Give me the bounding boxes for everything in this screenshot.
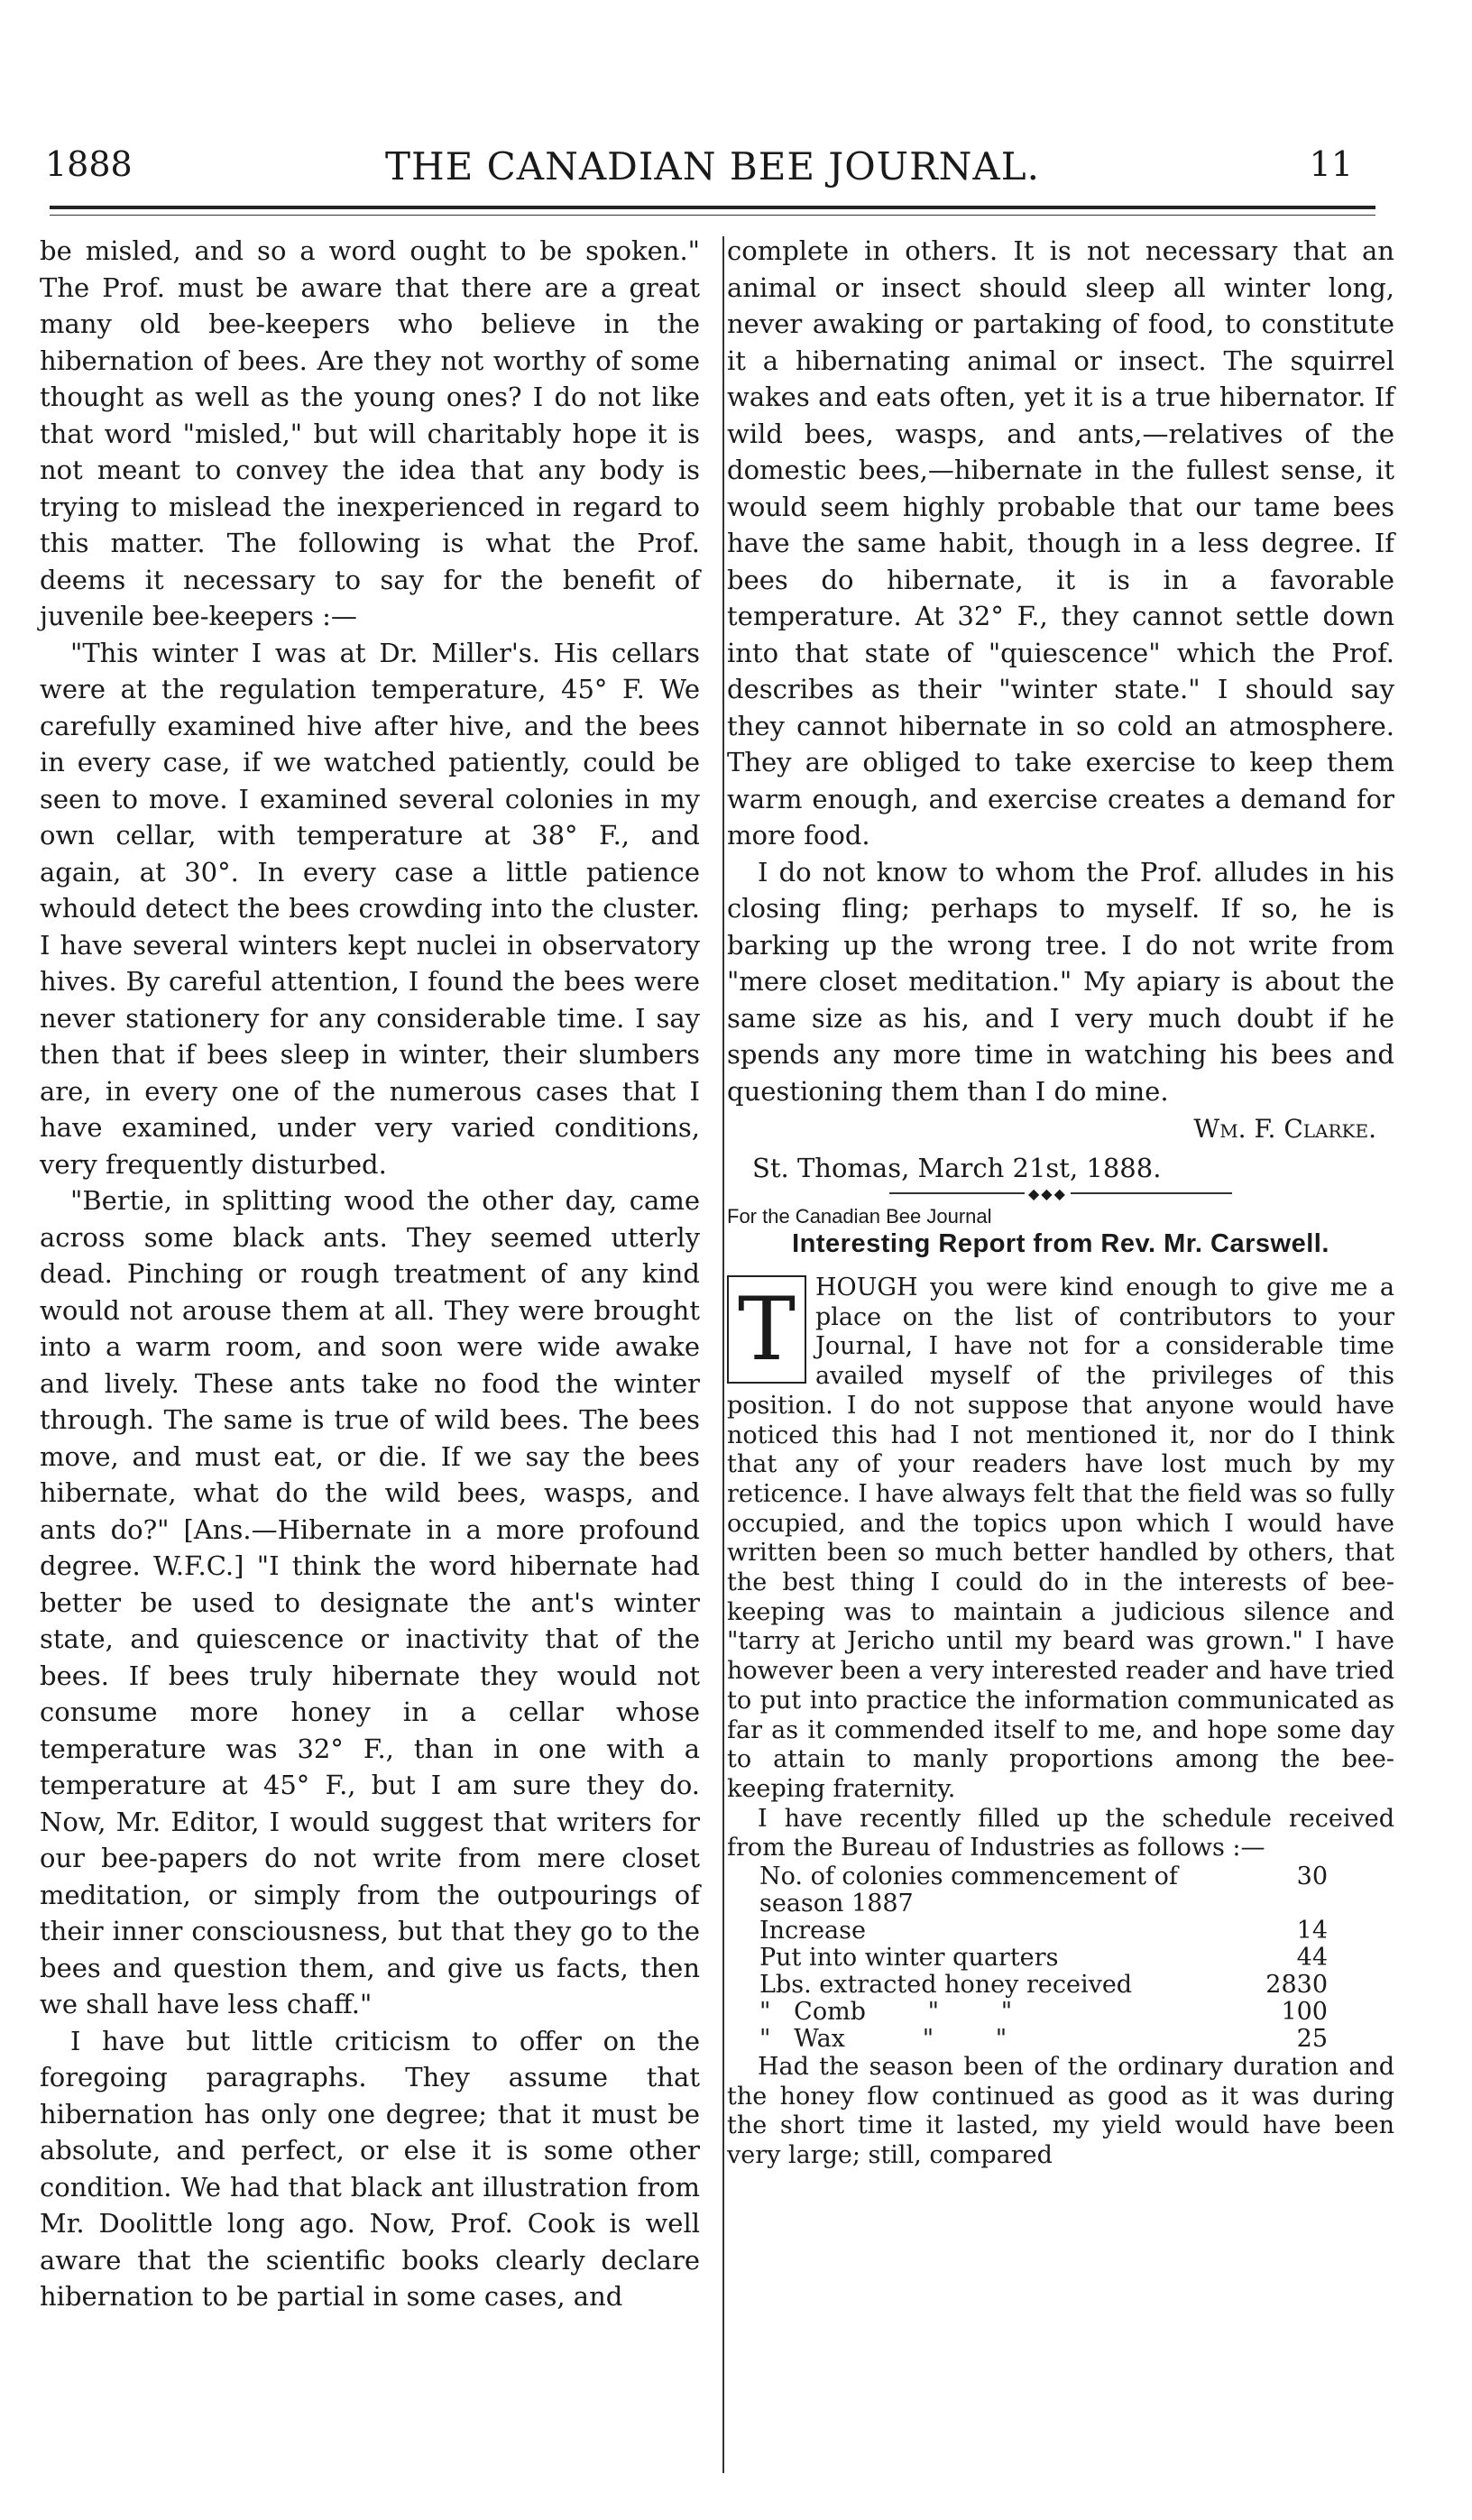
place-date: St. Thomas, March 21st, 1888. [752,1153,1162,1183]
article-paragraph-3: Had the season been of the ordinary duration and the honey flow continued as good as it was during the short time it lasted, my yield would have been very large; still, compared [727,2053,1394,2170]
page-header [45,144,1380,198]
table-row: No. of colonies commencement of season 1887 30 [759,1862,1328,1918]
right-paragraph-1: complete in others. It is not necessary that an animal or insect should sleep all winter long, never awaking or partaking of food, to constitute it a hibernating animal or insect. The squirrel wakes and eats often, yet it is a true hibernator. If wild bees, wasps, and ants,—relatives of the domestic bees,—hibernate in the fullest sense, it would seem highly probable that our tame bees have the same habit, though in a less degree. If bees do hibernate, it is in a favorable temperature. At 32° F., they cannot settle down into that state of "quiescence" which the Prof. describes as their "winter state." I should say they cannot hibernate in so cold an atmosphere. They are obliged to take exercise to keep them warm enough, and exercise creates a demand for more food. [727,235,1394,851]
left-paragraph-3: "Bertie, in splitting wood the other day, came across some black ants. They seemed utterly dead. Pinching or rough treatment of any kind would not arouse them at all. They were brought into a warm room, and soon were wide awake and lively. These ants take no food the winter through. The same is true of wild bees. The bees move, and must eat, or die. If we say the bees hibernate, what do the wild bees, wasps, and ants do?" [Ans.—Hibernate in a more profound degree. W.F.C.] "I think the word hibernate had better be used to designate the ant's winter state, and quiescence or inactivity that of the bees. If bees truly hibernate they would not consume more honey in a cellar whose temperature was 32° F., than in one with a temperature at 45° F., but I am sure they do. Now, Mr. Editor, I would suggest that writers for our bee-papers do not write from mere closet meditation, or simply from the outpourings of their inner consciousness, but that they go to the bees and question them, and give us facts, then we shall have less chaff." [40,1185,700,2019]
section-ornament [889,1185,1232,1202]
table-row: Put into winter quarters 44 [759,1944,1328,1973]
left-column [40,233,700,2315]
journal-title: THE CANADIAN BEE JOURNAL. [384,144,1041,189]
table-row: " Comb " " 100 [759,1998,1328,2027]
stats-table [759,1863,1355,2053]
header-rule [50,206,1375,209]
article-paragraph-2: I have recently filled up the schedule received from the Bureau of Industries as follows :— [727,1804,1394,1862]
right-paragraph-2: I do not know to whom the Prof. alludes in his closing fling; perhaps to myself. If so, he is barking up the wrong tree. I do not write from "mere closet meditation." My apiary is about the same size as his, and I very much doubt if he spends any more time in watching his bees and questioning them than I do mine. [727,856,1394,1107]
signature: Wm. F. Clarke. [1193,1114,1376,1144]
right-column [727,233,1394,2171]
left-paragraph-2: "This winter I was at Dr. Miller's. His cellars were at the regulation temperature, 45° F. We carefully examined hive after hive, and the bees in every case, if we watched patiently, could be seen to move. I examined several colonies in my own cellar, with temperature at 38° F., and again, at 30°. In every case a little patience whould detect the bees crowding into the cluster. I have several winters kept nuclei in observatory hives. By careful attention, I found the bees were never stationery for any considerable time. I say then that if bees sleep in winter, their slumbers are, in every one of the numerous cases that I have examined, under very varied conditions, very frequently disturbed. [40,637,700,1180]
header-year: 1888 [45,144,133,184]
table-row: Lbs. extracted honey received 2830 [759,1971,1328,2000]
table-row: " Wax " " 25 [759,2025,1328,2054]
table-row: Increase 14 [759,1917,1328,1945]
dropcap-letter: T [727,1275,806,1384]
article-source: For the Canadian Bee Journal [727,1205,992,1228]
article-body [727,1274,1394,2171]
column-divider [722,236,724,2473]
article-paragraph-1: HOUGH you were kind enough to give me a place on the list of contributors to your Journal, I have not for a considerable time availed myself of the privileges of this position. I do not suppose that anyone would have noticed this had I not mentioned it, nor do I think that any of your readers have lost much by my reticence. I have always felt that the field was so fully occupied, and the topics upon which I would have written been so much better handled by others, that the best thing I could do in the interests of bee-keeping was to maintain a judicious silence and "tarry at Jericho until my beard was grown." I have however been a very interested reader and have tried to put into practice the information communicated as far as it commended itself to me, and hope some day to attain to manly proportions among the bee-keeping fraternity. [727,1274,1394,1803]
page-number: 11 [1309,144,1353,184]
article-title: Interesting Report from Rev. Mr. Carswell. [792,1229,1329,1258]
ornament-icon: ◆◆◆ [1025,1185,1071,1202]
left-paragraph-4: I have but little criticism to offer on the foregoing paragraphs. They assume that hibernation has only one degree; that it must be absolute, and perfect, or else it is some other condition. We had that black ant illustration from Mr. Doolittle long ago. Now, Prof. Cook is well aware that the scientific books clearly declare hibernation to be partial in some cases, and [40,2025,700,2312]
header-rule-thin [50,215,1375,216]
left-paragraph-1: be misled, and so a word ought to be spoken." The Prof. must be aware that there are a great many old bee-keepers who believe in the hibernation of bees. Are they not worthy of some thought as well as the young ones? I do not like that word "misled," but will charitably hope it is not meant to convey the idea that any body is trying to mislead the inexperienced in regard to this matter. The following is what the Prof. deems it necessary to say for the benefit of juvenile bee-keepers :— [40,235,700,631]
